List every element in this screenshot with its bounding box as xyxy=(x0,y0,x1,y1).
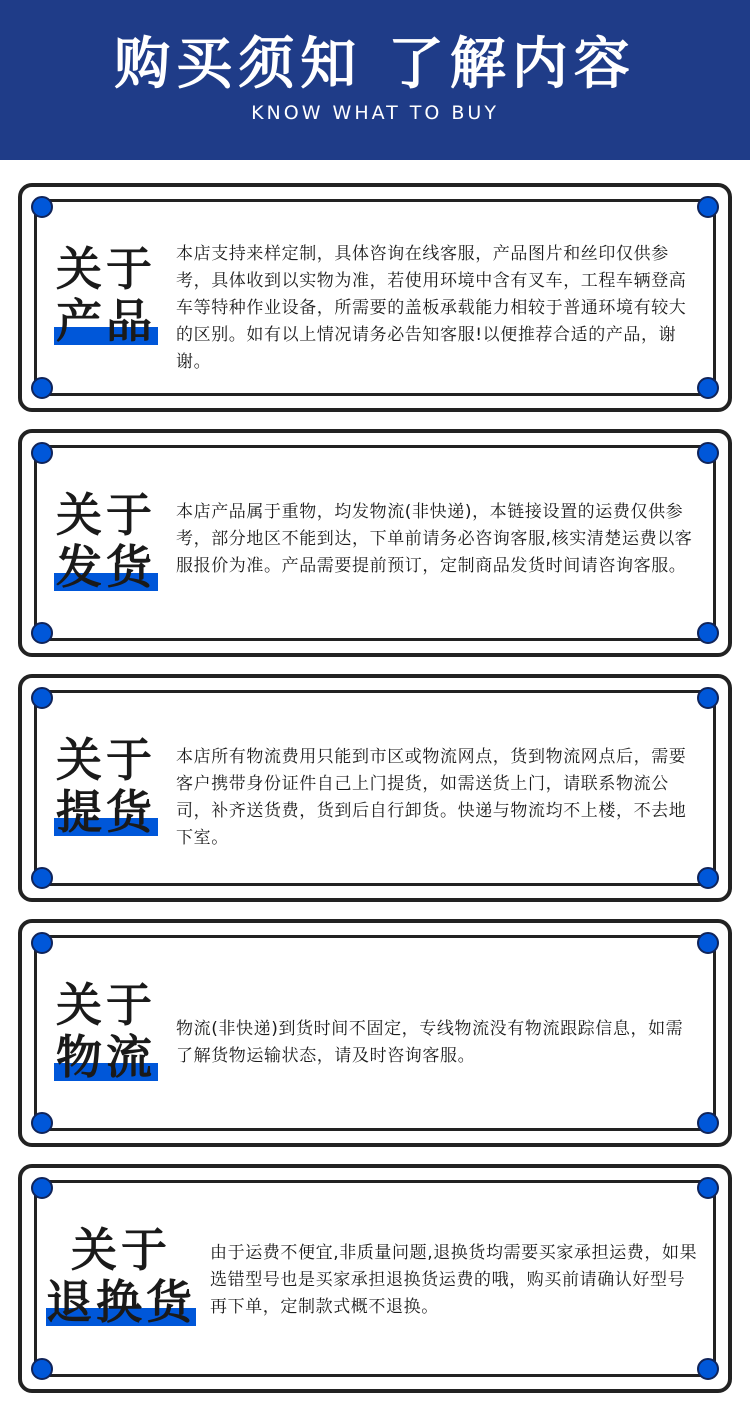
corner-dot-icon xyxy=(31,932,53,954)
section-label-top: 关于 xyxy=(71,1223,171,1277)
notice-card-logistics xyxy=(18,919,732,1147)
section-label xyxy=(54,489,158,593)
corner-dot-icon xyxy=(697,1358,719,1380)
section-label-bottom xyxy=(54,295,158,347)
corner-dot-icon xyxy=(697,932,719,954)
section-label-top: 关于 xyxy=(56,733,156,787)
section-label-bottom-text: 退换货 xyxy=(46,1275,196,1329)
section-label-top: 关于 xyxy=(56,488,156,542)
corner-dot-icon xyxy=(31,1358,53,1380)
corner-dot-icon xyxy=(31,867,53,889)
corner-dot-icon xyxy=(31,196,53,218)
corner-dot-icon xyxy=(697,687,719,709)
section-label-bottom-text: 物流 xyxy=(56,1030,156,1084)
section-description: 本店支持来样定制，具体咨询在线客服，产品图片和丝印仅供参考，具体收到以实物为准，若使用环境中含有叉车，工程车辆登高车等特种作业设备，所需要的盖板承载能力相较于普通环境有较大的区别。如有以上情况请务必告知客服!以便推荐合适的产品，谢谢。 xyxy=(176,244,687,372)
corner-dot-icon xyxy=(31,622,53,644)
notice-card-product xyxy=(18,183,732,412)
section-label-bottom xyxy=(46,1276,196,1328)
page-header xyxy=(0,0,750,160)
section-description: 本店产品属于重物，均发物流(非快递)，本链接设置的运费仅供参考，部分地区不能到达，下单前请务必咨询客服,核实清楚运费以客服报价为准。产品需要提前预订，定制商品发货时间请咨询客服。 xyxy=(176,502,693,576)
section-description: 物流(非快递)到货时间不固定，专线物流没有物流跟踪信息，如需了解货物运输状态，请及时咨询客服。 xyxy=(176,1019,684,1066)
corner-dot-icon xyxy=(697,622,719,644)
section-label xyxy=(54,243,158,347)
section-label-top: 关于 xyxy=(56,978,156,1032)
notice-card-pickup xyxy=(18,674,732,902)
section-label-bottom xyxy=(54,1031,158,1083)
corner-dot-icon xyxy=(697,377,719,399)
section-label xyxy=(54,979,158,1083)
corner-dot-icon xyxy=(697,442,719,464)
corner-dot-icon xyxy=(697,867,719,889)
section-description: 本店所有物流费用只能到市区或物流网点，货到物流网点后，需要客户携带身份证件自己上门提货，如需送货上门，请联系物流公司，补齐送货费，货到后自行卸货。快递与物流均不上楼，不去地下室。 xyxy=(176,747,687,848)
section-label-bottom xyxy=(54,786,158,838)
section-description: 由于运费不便宜,非质量问题,退换货均需要买家承担运费，如果选错型号也是买家承担退换货运费的哦，购买前请确认好型号再下单，定制款式概不退换。 xyxy=(210,1243,698,1317)
section-label-bottom-text: 提货 xyxy=(56,785,156,839)
section-label-bottom-text: 发货 xyxy=(56,540,156,594)
corner-dot-icon xyxy=(697,1112,719,1134)
notice-card-returns xyxy=(18,1164,732,1393)
page-title: 购买须知 了解内容 xyxy=(114,32,636,97)
corner-dot-icon xyxy=(31,1112,53,1134)
corner-dot-icon xyxy=(31,1177,53,1199)
corner-dot-icon xyxy=(31,442,53,464)
section-label xyxy=(54,734,158,838)
section-label-bottom-text: 产品 xyxy=(56,294,156,348)
section-label-top: 关于 xyxy=(56,242,156,296)
corner-dot-icon xyxy=(697,1177,719,1199)
page-subtitle: KNOW WHAT TO BUY xyxy=(251,102,499,124)
section-label xyxy=(46,1224,196,1328)
notice-card-shipping xyxy=(18,429,732,657)
corner-dot-icon xyxy=(31,377,53,399)
corner-dot-icon xyxy=(697,196,719,218)
section-label-bottom xyxy=(54,541,158,593)
corner-dot-icon xyxy=(31,687,53,709)
